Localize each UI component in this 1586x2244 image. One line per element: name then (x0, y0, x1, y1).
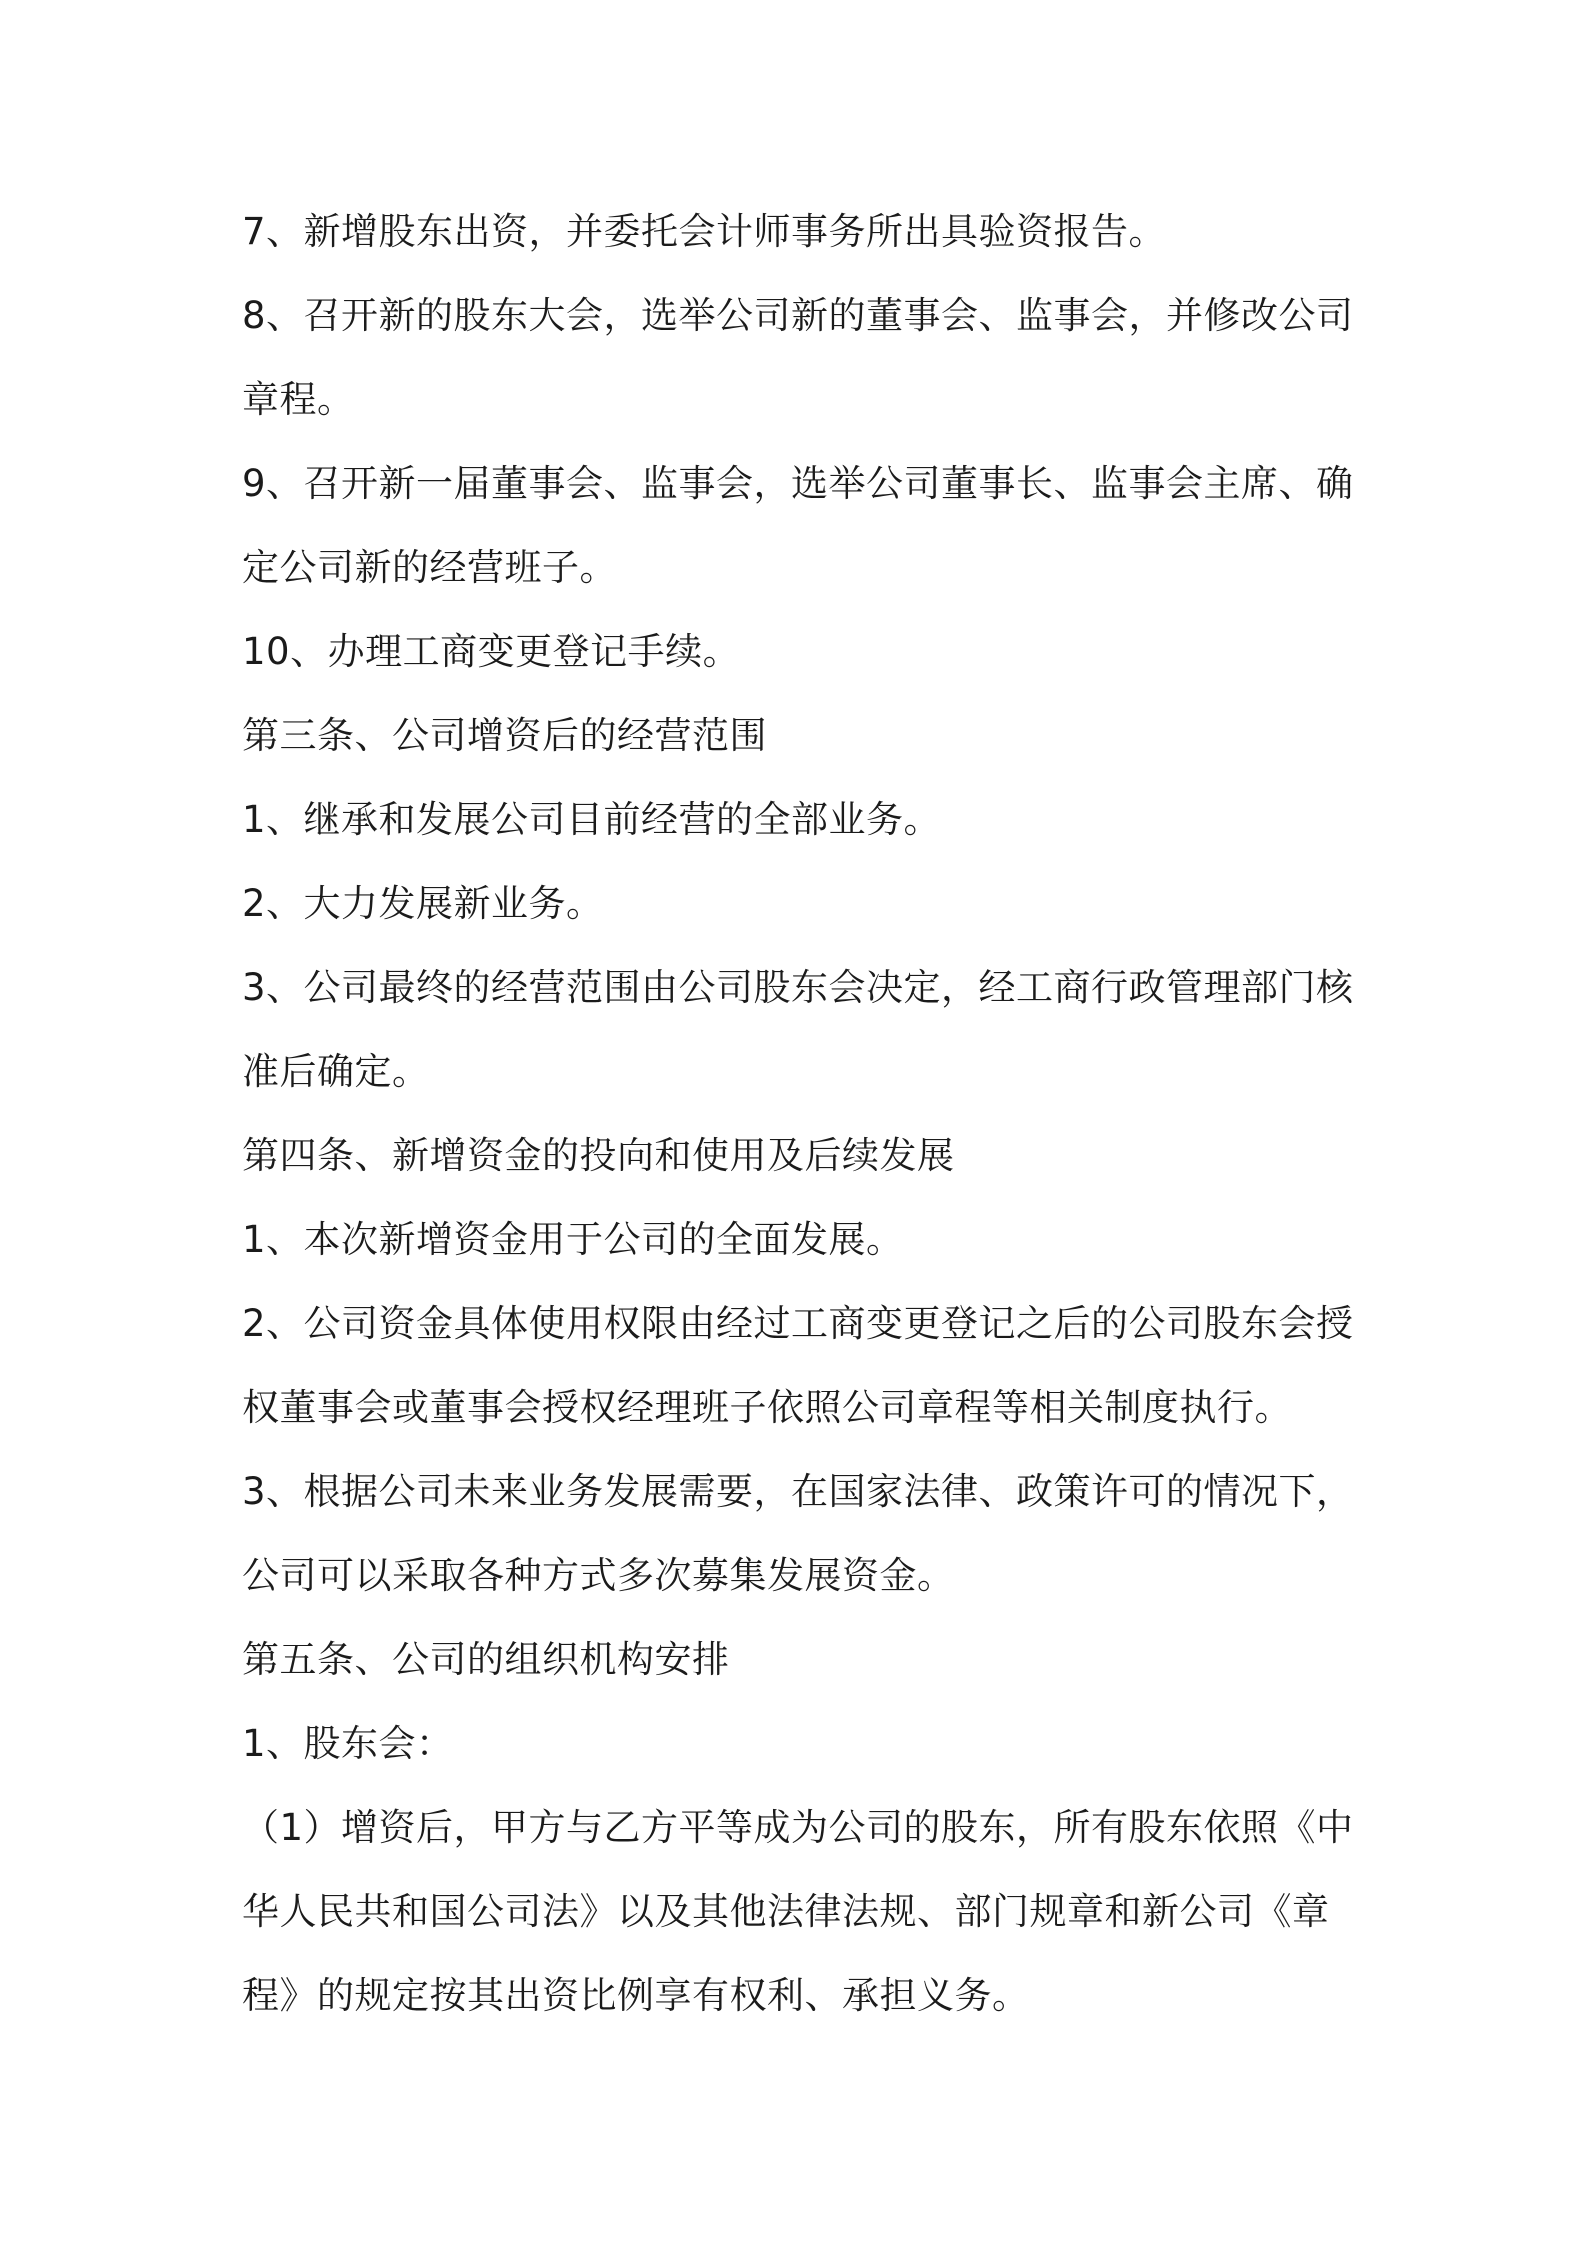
list-item: 2、公司资金具体使用权限由经过工商变更登记之后的公司股东会授权董事会或董事会授权经理班子依照公司章程等相关制度执行。 (242, 1302, 1354, 1429)
document-body (242, 190, 1362, 2038)
section-heading: 第五条、公司的组织机构安排 (242, 1638, 730, 1681)
section-heading: 第四条、新增资金的投向和使用及后续发展 (242, 1134, 955, 1177)
list-item: 1、本次新增资金用于公司的全面发展。 (242, 1218, 904, 1261)
list-item: 9、召开新一届董事会、监事会，选举公司董事长、监事会主席、确定公司新的经营班子。 (242, 462, 1354, 589)
list-item: 3、公司最终的经营范围由公司股东会决定，经工商行政管理部门核准后确定。 (242, 966, 1354, 1093)
list-item: 2、大力发展新业务。 (242, 882, 604, 925)
list-item: 1、继承和发展公司目前经营的全部业务。 (242, 798, 942, 841)
list-item: 1、股东会： (242, 1722, 454, 1765)
list-item: 8、召开新的股东大会，选举公司新的董事会、监事会，并修改公司章程。 (242, 294, 1354, 421)
list-item: 7、新增股东出资，并委托会计师事务所出具验资报告。 (242, 210, 1167, 253)
list-item: 3、根据公司未来业务发展需要，在国家法律、政策许可的情况下，公司可以采取各种方式多次募集发展资金。 (242, 1470, 1354, 1597)
list-item: （1）增资后，甲方与乙方平等成为公司的股东，所有股东依照《中华人民共和国公司法》以及其他法律法规、部门规章和新公司《章程》的规定按其出资比例享有权利、承担义务。 (242, 1806, 1354, 2017)
section-heading: 第三条、公司增资后的经营范围 (242, 714, 767, 757)
list-item: 10、办理工商变更登记手续。 (242, 630, 741, 673)
